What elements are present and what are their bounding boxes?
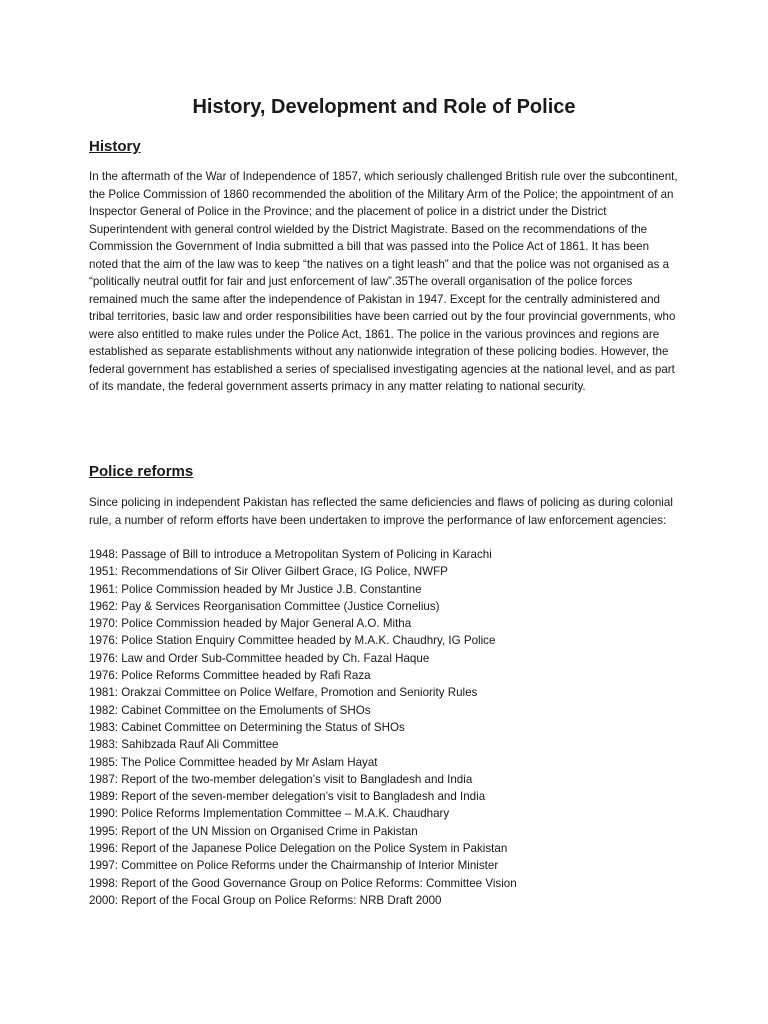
page-title: History, Development and Role of Police [192,96,576,118]
list-item: 1996: Report of the Japanese Police Delegation on the Police System in Pakistan [89,842,508,856]
list-item: 1970: Police Commission headed by Major General A.O. Mitha [89,617,412,631]
list-item: 1976: Police Station Enquiry Committee headed by M.A.K. Chaudhry, IG Police [89,634,496,648]
list-item: 1985: The Police Committee headed by Mr Aslam Hayat [89,755,378,769]
list-item: 1982: Cabinet Committee on the Emoluments of SHOs [89,703,371,717]
list-item: 2000: Report of the Focal Group on Police Reforms: NRB Draft 2000 [89,893,442,907]
section-heading-history: History [89,138,141,155]
list-item: 1987: Report of the two-member delegation’s visit to Bangladesh and India [89,772,473,786]
list-item: 1998: Report of the Good Governance Group on Police Reforms: Committee Vision [89,876,517,890]
list-item: 1990: Police Reforms Implementation Committee – M.A.K. Chaudhary [89,807,450,821]
list-item: 1981: Orakzai Committee on Police Welfare, Promotion and Seniority Rules [89,686,478,700]
list-item: 1995: Report of the UN Mission on Organised Crime in Pakistan [89,824,418,838]
list-item: 1983: Sahibzada Rauf Ali Committee [89,738,279,752]
reforms-intro-paragraph: Since policing in independent Pakistan has reflected the same deficiencies and flaws of policing as during colonial rule, a number of reform efforts have been undertaken to improve the performance of law enforcement agencies: [89,496,673,527]
list-item: 1962: Pay & Services Reorganisation Committee (Justice Cornelius) [89,599,440,613]
reform-list [89,546,689,909]
list-item: 1997: Committee on Police Reforms under the Chairmanship of Interior Minister [89,859,499,873]
list-item: 1951: Recommendations of Sir Oliver Gilbert Grace, IG Police, NWFP [89,565,448,579]
list-item: 1983: Cabinet Committee on Determining the Status of SHOs [89,720,405,734]
section-heading-police-reforms: Police reforms [89,463,194,480]
list-item: 1976: Law and Order Sub-Committee headed by Ch. Fazal Haque [89,651,430,665]
list-item: 1948: Passage of Bill to introduce a Metropolitan System of Policing in Karachi [89,548,492,561]
list-item: 1976: Police Reforms Committee headed by Rafi Raza [89,669,371,683]
list-item: 1961: Police Commission headed by Mr Justice J.B. Constantine [89,582,422,596]
history-paragraph: In the aftermath of the War of Independence of 1857, which seriously challenged British rule over the subcontinent, the Police Commission of 1860 recommended the abolition of the Military Arm of the Police; the appointment of an Inspector General of Police in the Province; and the placement of police in a district under the District Superintendent with general control wielded by the District Magistrate. Based on the recommendations of the Commission the Government of India submitted a bill that was passed into the Police Act of 1861. It has been noted that the aim of the law was to keep “the natives on a tight leash” and that the police was not organised as a “politically neutral outfit for fair and just enforcement of law”.35The overall organisation of the police forces remained much the same after the independence of Pakistan in 1947. Except for the centrally administered and tribal territories, basic law and order responsibilities have been carried out by the four provincial governments, who were also entitled to make rules under the Police Act, 1861. The police in the various provinces and regions are established as separate establishments without any nationwide integration of these policing bodies. However, the federal government has established a series of specialised investigating agencies at the national level, and as part of its mandate, the federal government asserts primacy in any matter relating to national security. [89,170,678,393]
list-item: 1989: Report of the seven-member delegation’s visit to Bangladesh and India [89,790,486,804]
